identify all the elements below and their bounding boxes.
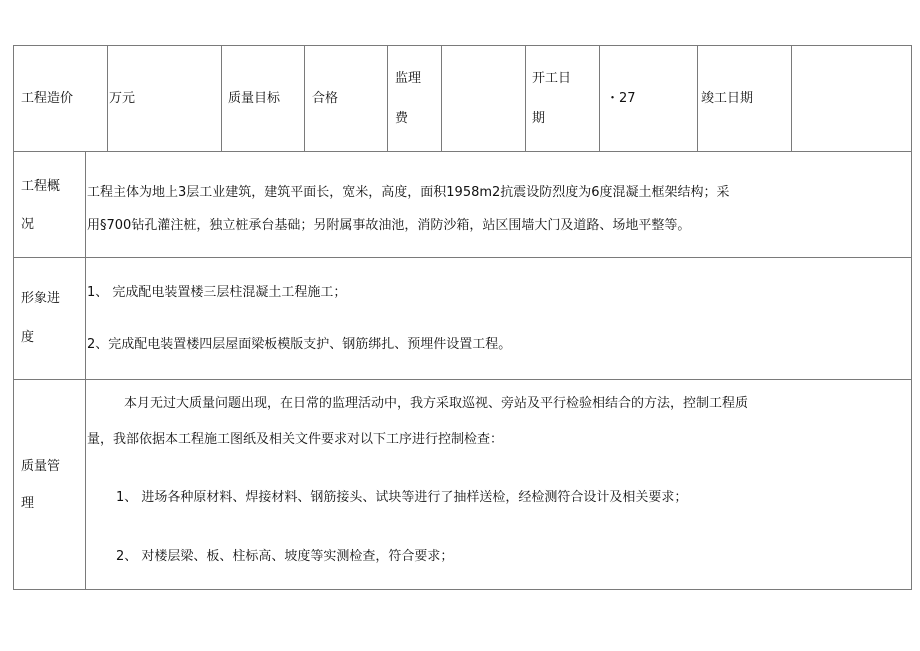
quality-mgmt-item-1: 1、 进场各种原材料、焊接材料、钢筋接头、试块等进行了抽样送检，经检测符合设计及相关要求； xyxy=(116,490,688,505)
progress-label-cont: 度 xyxy=(21,330,35,345)
quality-mgmt-para-line-1: 本月无过大质量问题出现，在日常的监理活动中，我方采取巡视、旁站及平行检验相结合的方法，控制工程质 xyxy=(124,396,749,411)
header-col-divider-9 xyxy=(791,45,792,151)
header-col-divider-2 xyxy=(221,45,222,151)
quality-mgmt-label: 质量管 xyxy=(21,459,61,474)
progress-label: 形象进 xyxy=(21,291,61,306)
quality-target-label: 质量目标 xyxy=(228,91,281,106)
label-column-divider xyxy=(85,151,86,590)
start-date-label-cont: 期 xyxy=(532,111,546,126)
header-col-divider-5 xyxy=(441,45,442,151)
supervision-fee-label: 监理 xyxy=(395,71,422,86)
overview-text-line-2: 用§700钻孔灌注桩，独立桩承台基础；另附属事故油池，消防沙箱，站区围墙大门及道路、场地平整等。 xyxy=(87,218,691,233)
table-border-left xyxy=(13,45,14,590)
table-border-right xyxy=(911,45,912,590)
row-divider-2 xyxy=(13,257,912,258)
table-border-bottom xyxy=(13,589,912,590)
overview-text-line-1: 工程主体为地上3层工业建筑，建筑平面长，宽米，高度，面积1958m2抗震设防烈度为6度混凝土框架结构；采 xyxy=(87,185,730,200)
header-col-divider-6 xyxy=(525,45,526,151)
quality-target-value: 合格 xyxy=(312,91,339,106)
header-col-divider-7 xyxy=(599,45,600,151)
progress-item-2: 2、完成配电装置楼四层屋面梁板模版支护、钢筋绑扎、预埋件设置工程。 xyxy=(87,337,512,352)
row-divider-3 xyxy=(13,379,912,380)
table-border-top xyxy=(13,45,912,46)
progress-item-1: 1、 完成配电装置楼三层柱混凝土工程施工； xyxy=(87,285,347,300)
start-date-label: 开工日 xyxy=(532,71,572,86)
overview-label-cont: 况 xyxy=(21,217,35,232)
header-col-divider-8 xyxy=(697,45,698,151)
completion-date-label: 竣工日期 xyxy=(701,91,754,106)
supervision-fee-label-cont: 费 xyxy=(395,111,409,126)
cost-value: 万元 xyxy=(109,91,136,106)
header-col-divider-4 xyxy=(387,45,388,151)
quality-mgmt-item-2: 2、 对楼层梁、板、柱标高、坡度等实测检查，符合要求； xyxy=(116,549,454,564)
quality-mgmt-label-cont: 理 xyxy=(21,496,35,511)
overview-label: 工程概 xyxy=(21,179,61,194)
cost-label: 工程造价 xyxy=(21,91,74,106)
start-date-value: ・27 xyxy=(606,91,636,106)
report-table xyxy=(13,45,912,590)
quality-mgmt-para-line-2: 量，我部依据本工程施工图纸及相关文件要求对以下工序进行控制检查： xyxy=(87,432,504,447)
row-divider-1 xyxy=(13,151,912,152)
header-col-divider-3 xyxy=(304,45,305,151)
header-col-divider-1 xyxy=(107,45,108,151)
